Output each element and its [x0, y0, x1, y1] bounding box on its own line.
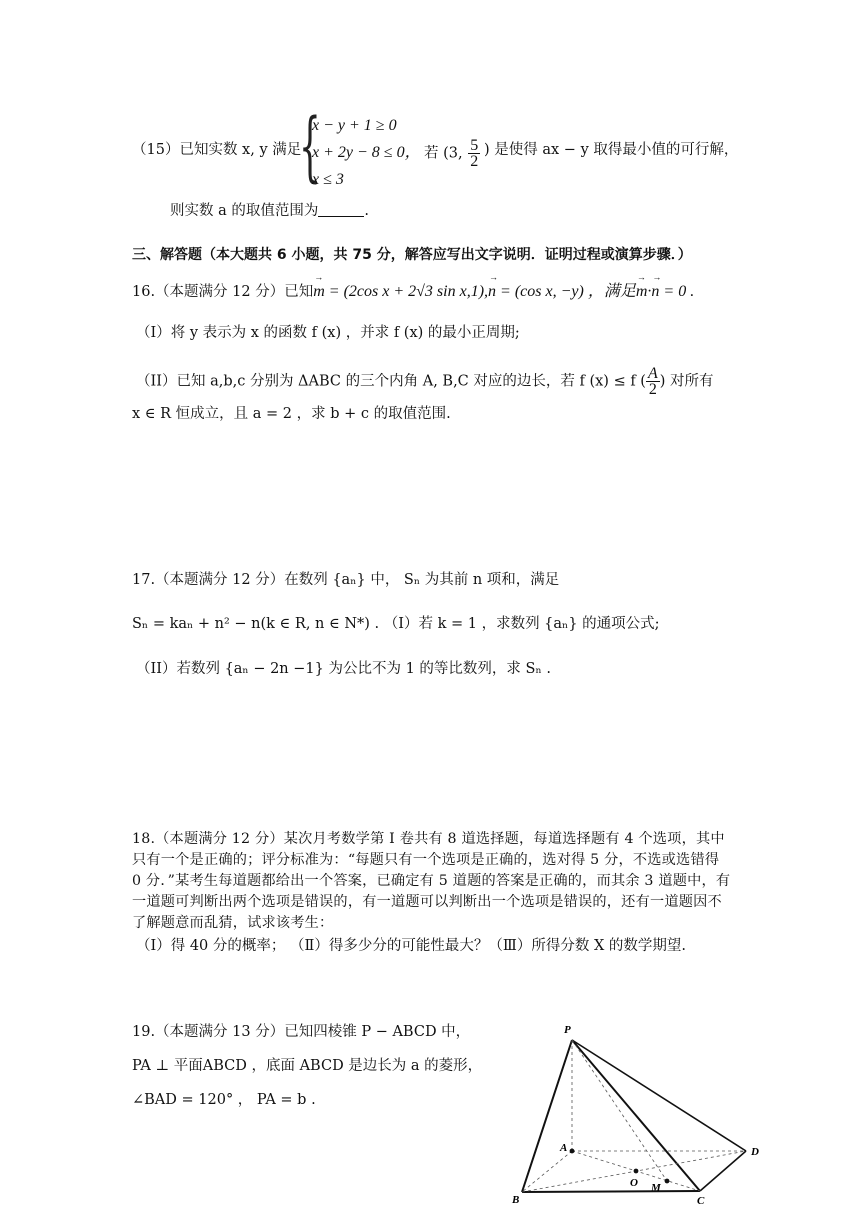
p15-prefix: （15）已知实数 x, y 满足 [132, 142, 302, 158]
p15-constraint-1: x − y + 1 ≥ 0 [312, 117, 397, 134]
vector-m-2: → m [636, 283, 648, 301]
p19-line-3: ∠BAD = 120° ， PA = b . [132, 1092, 316, 1108]
p15-line2-end: . [364, 203, 369, 219]
label-d: D [751, 1146, 759, 1158]
p15-frac-den: 2 [470, 153, 479, 170]
label-a: A [560, 1142, 568, 1154]
label-b: B [512, 1194, 520, 1205]
edge-pc [572, 1040, 700, 1191]
label-c: C [697, 1195, 705, 1205]
point-m [665, 1179, 670, 1184]
vector-n-2: → n [651, 283, 659, 301]
p15-constraint-3: x ≤ 3 [312, 171, 344, 188]
point-o [634, 1169, 639, 1174]
label-o: O [630, 1177, 638, 1189]
p16-fraction [646, 366, 660, 397]
label-m: M [651, 1182, 661, 1194]
p16-line-1 [132, 278, 694, 301]
p16-part-1: （I）将 y 表示为 x 的函数 f (x) ，并求 f (x) 的最小正周期; [136, 325, 520, 341]
p15-rest: ) 是使得 ax − y 取得最小值的可行解， [484, 142, 739, 158]
p16-frac-num: A [647, 365, 658, 382]
p15-fraction [468, 138, 480, 169]
answer-blank [318, 202, 364, 217]
label-p: P [564, 1024, 571, 1036]
p18-body: 18.（本题满分 12 分）某次月考数学第 I 卷共有 8 道选择题，每道选择题有 4 个选项，其中只有一个是正确的；评分标准为：“每题只有一个选项是正确的，选对得 5 分，不选或选错得 0 分．”某考生每道题都给出一个答案，已确定有 5 道题的答案是正确的，而其余 3 道题中，有一道题可判断出两个选项是错误的，有一道题可以判断出一个选项是错误的，还有一道题因不了解题意而乱猜，试求该考生： [132, 831, 731, 931]
vector-m: → m [313, 283, 325, 301]
p18-questions: （Ⅰ）得 40 分的概率； （Ⅱ）得多少分的可能性最大？（Ⅲ）所得分数 X 的数学期望. [136, 938, 686, 954]
p16-part-2-cont: x ∈ R 恒成立，且 a = 2 ，求 b + c 的取值范围. [132, 406, 451, 422]
p16-l1-d: = 0 . [659, 283, 695, 300]
section-3-heading: 三、解答题（本大题共 6 小题，共 75 分，解答应写出文字说明．证明过程或演算步骤．） [132, 247, 692, 263]
edge-pm [572, 1040, 667, 1181]
p16-l3-b: ) 对所有 [659, 373, 714, 390]
vector-n: → n [488, 283, 496, 301]
p17-line-3: （II）若数列 {aₙ − 2n −1} 为公比不为 1 的等比数列，求 Sₙ . [136, 661, 551, 677]
p16-l1-a: 16.（本题满分 12 分）已知 [132, 284, 314, 300]
hidden-edges [522, 1040, 746, 1192]
pyramid-figure [500, 1015, 780, 1205]
p15-frac-num: 5 [470, 137, 479, 154]
edge-bc [522, 1191, 700, 1192]
p16-l3-a: （II）已知 a,b,c 分别为 ΔABC 的三个内角 A, B,C 对应的边长，若 f (x) ≤ f ( [136, 373, 646, 390]
edge-pd [572, 1040, 746, 1151]
edge-pb [522, 1040, 572, 1192]
p16-part-2 [136, 366, 714, 397]
p15-mid [424, 138, 481, 169]
p15-line2-text: 则实数 a 的取值范围为 [170, 203, 319, 219]
p16-dot: · [647, 283, 652, 300]
p17-line-1: 17.（本题满分 12 分）在数列 {aₙ} 中， Sₙ 为其前 n 项和，满足 [132, 572, 560, 588]
p16-l1-c: = (cos x, −y) ，满足 [496, 283, 636, 300]
p15-brace: { [299, 101, 321, 190]
p15-mid-text: 若 (3, [424, 145, 463, 162]
p15-line-2 [170, 199, 369, 220]
problem-15 [132, 101, 752, 190]
point-a [570, 1149, 575, 1154]
p19-line-2: PA ⊥ 平面ABCD ，底面 ABCD 是边长为 a 的菱形， [132, 1058, 483, 1074]
p17-line-2: Sₙ = kaₙ + n² − n(k ∈ R, n ∈ N*) . （I）若 k = 1 ，求数列 {aₙ} 的通项公式; [132, 616, 660, 632]
p19-line-1: 19.（本题满分 13 分）已知四棱锥 P − ABCD 中， [132, 1024, 471, 1040]
p15-constraint-system [312, 112, 421, 193]
edge-cd [700, 1151, 746, 1191]
p16-l1-b: = (2cos x + 2√3 sin x,1), [324, 283, 489, 300]
p16-frac-den: 2 [648, 381, 657, 398]
p15-constraint-2: x + 2y − 8 ≤ 0， [312, 144, 421, 161]
